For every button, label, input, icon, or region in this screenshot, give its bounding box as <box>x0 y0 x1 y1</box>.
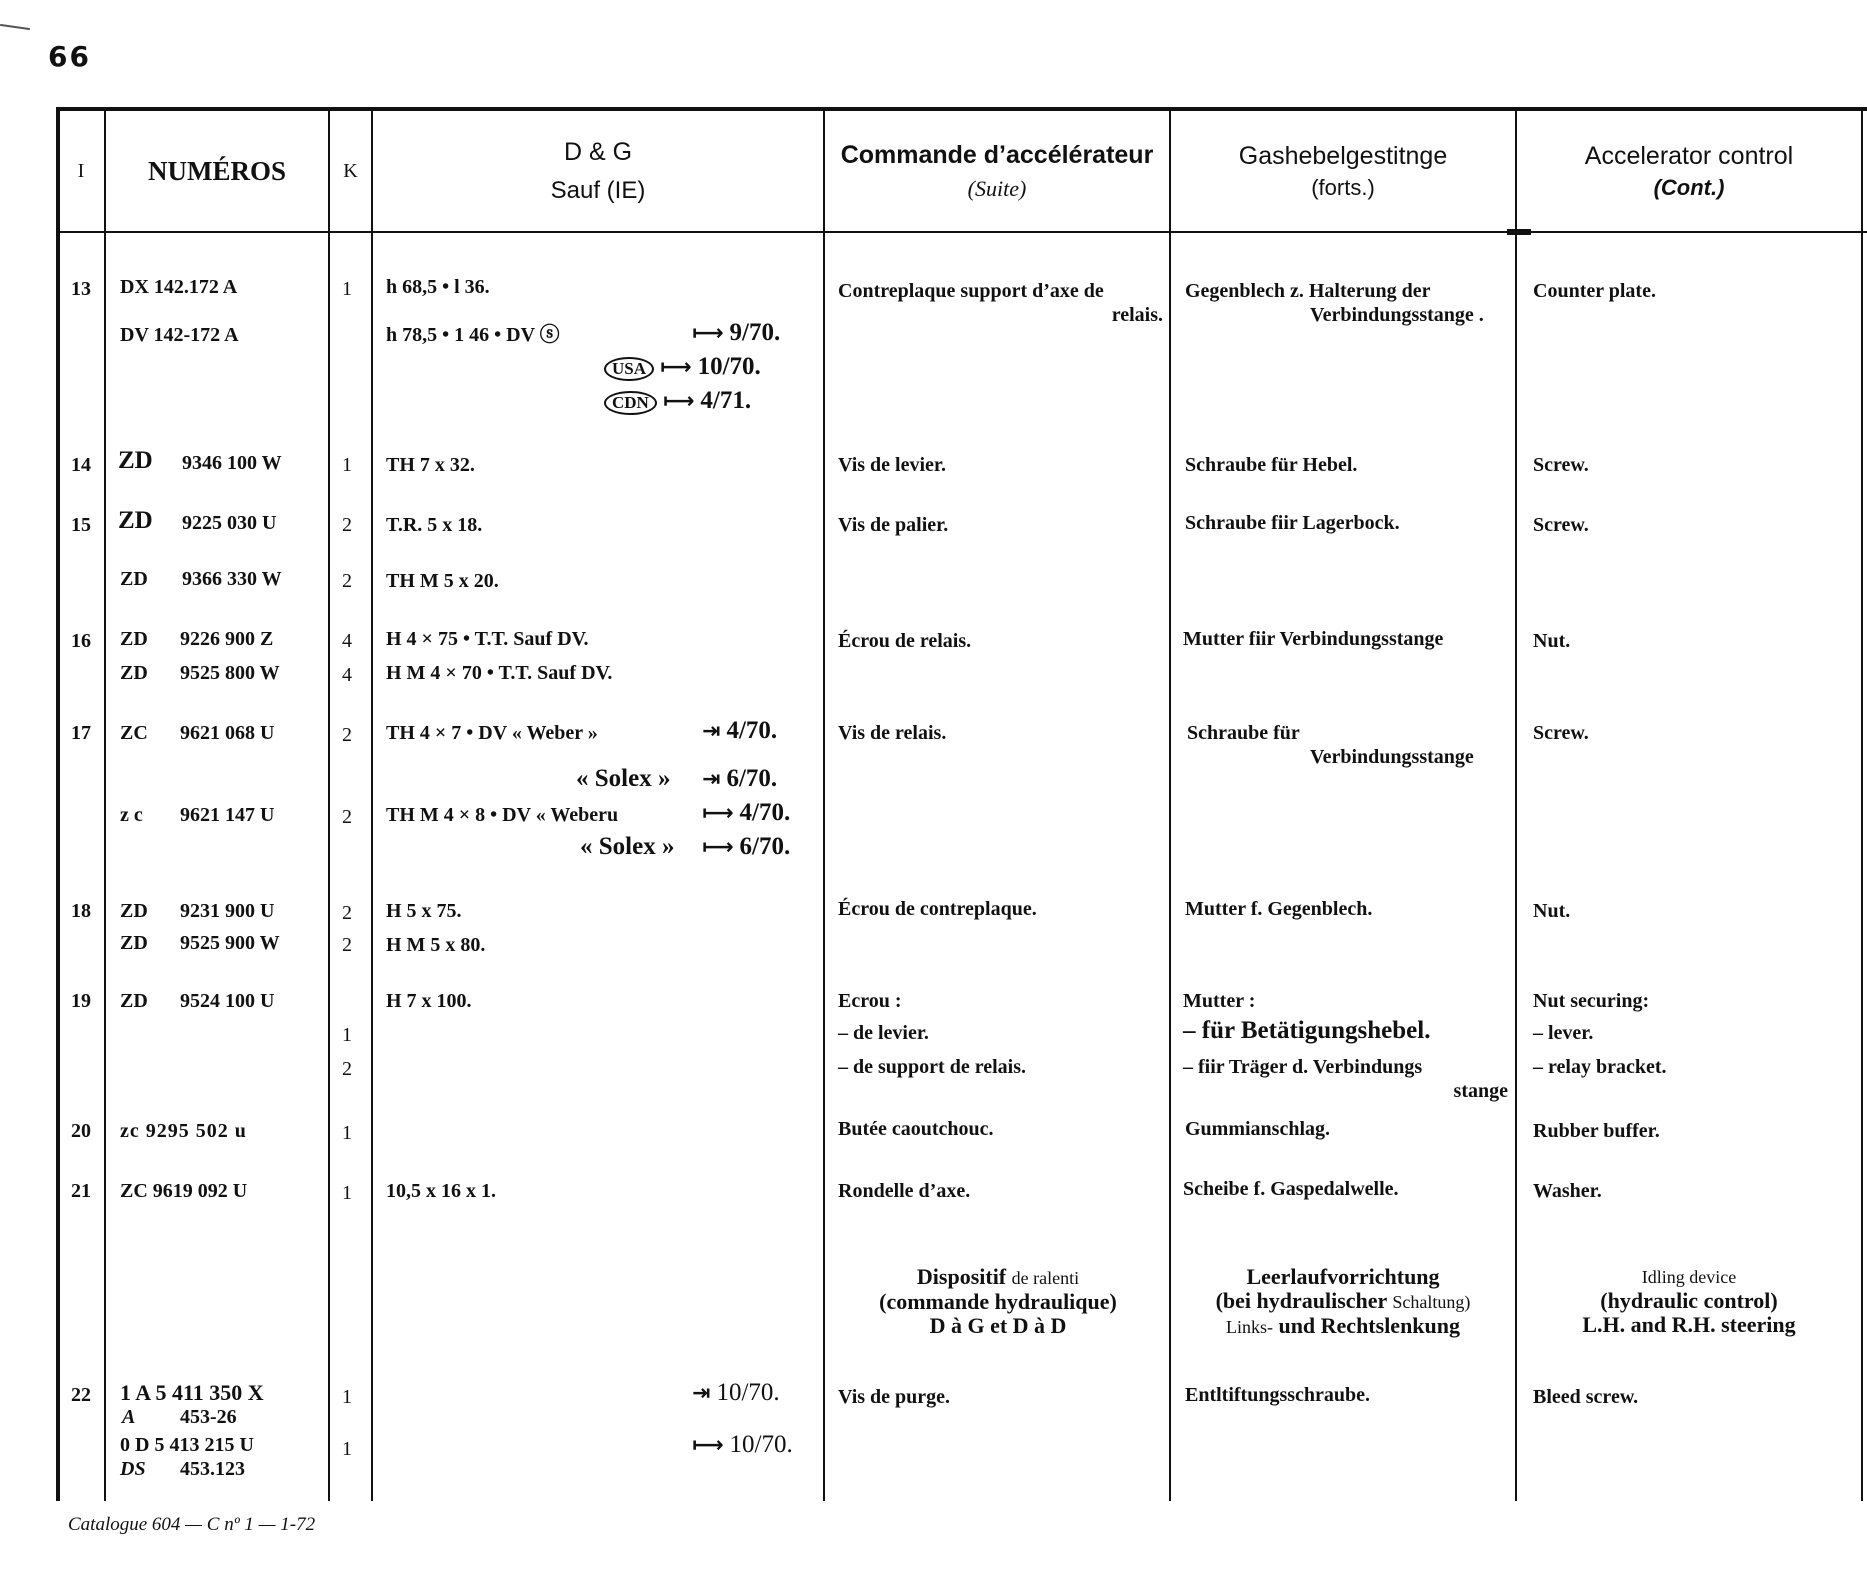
part-prefix: ZC <box>120 722 148 744</box>
header-english <box>1517 111 1861 231</box>
description-en: Nut. <box>1533 900 1571 922</box>
spec: TH M 5 x 20. <box>386 570 499 592</box>
header-dg-line1: D & G <box>563 137 633 166</box>
date-from: ⟼ 10/70. <box>692 1431 793 1458</box>
spec: TH 7 x 32. <box>386 454 475 476</box>
quantity: 2 <box>342 806 352 828</box>
part-prefix: z c <box>120 804 143 826</box>
part-prefix: ZD <box>120 568 148 590</box>
description-fr: Contreplaque support d’axe de <box>838 280 1104 302</box>
quantity: 2 <box>342 514 352 536</box>
section-heading-de: Leerlaufvorrichtung (bei hydraulischer Schaltung) Links- und Rechtslenkung <box>1215 1264 1471 1338</box>
arrow-right-icon: ⟼ <box>702 835 734 860</box>
spec: H 4 × 75 • T.T. Sauf DV. <box>386 628 589 650</box>
quantity: 1 <box>342 1182 352 1204</box>
quantity: 2 <box>342 1058 352 1080</box>
col-rule <box>823 107 825 1501</box>
description-de: Mutter f. Gegenblech. <box>1185 898 1373 920</box>
header-k: K <box>343 159 358 182</box>
item-number: 13 <box>71 278 91 300</box>
part-number: 9366 330 W <box>182 568 282 590</box>
description-de: – für Betätigungshebel. <box>1183 1017 1431 1044</box>
col-rule <box>1861 107 1863 1501</box>
page-number: 66 <box>48 40 91 73</box>
header-english-title: Accelerator control <box>1584 141 1794 170</box>
item-number: 15 <box>71 514 91 536</box>
spec: H M 5 x 80. <box>386 934 486 956</box>
arrow-right-icon: ⟼ <box>660 355 692 380</box>
header-german-title: Gashebelgestitnge <box>1238 141 1448 170</box>
parts-table <box>56 107 1867 1501</box>
quantity: 2 <box>342 724 352 746</box>
description-en: – lever. <box>1533 1022 1594 1044</box>
description-fr: Butée caoutchouc. <box>838 1118 994 1140</box>
item-number: 18 <box>71 900 91 922</box>
description-fr: Écrou de contreplaque. <box>838 898 1037 920</box>
header-english-sub: (Cont.) <box>1653 174 1725 200</box>
part-model: A <box>122 1406 136 1428</box>
item-number: 19 <box>71 990 91 1012</box>
part-model: 453-26 <box>180 1406 237 1428</box>
arrow-to-bar-icon: ⇥ <box>692 1381 711 1406</box>
quantity: 1 <box>342 1386 352 1408</box>
spec: T.R. 5 x 18. <box>386 514 483 536</box>
description-de: Gummianschlag. <box>1185 1118 1331 1140</box>
header-french <box>825 111 1169 231</box>
date-until: ⇥ 10/70. <box>692 1379 780 1406</box>
item-number: 20 <box>71 1120 91 1142</box>
part-number: 9346 100 W <box>182 452 282 474</box>
part-number: DV 142-172 A <box>120 324 239 346</box>
description-fr: Vis de palier. <box>838 514 949 536</box>
header-dg-line2: Sauf (IE) <box>550 176 646 204</box>
description-fr: Rondelle d’axe. <box>838 1180 971 1202</box>
date-from: ⟼ 4/70. <box>702 799 791 826</box>
arrow-right-icon: ⟼ <box>702 801 734 826</box>
usa-badge: USA <box>604 357 654 381</box>
item-number: 22 <box>71 1384 91 1406</box>
description-de: Scheibe f. Gaspedalwelle. <box>1183 1178 1399 1200</box>
spec: TH 4 × 7 • DV « Weber » <box>386 722 598 744</box>
description-en: Screw. <box>1533 514 1589 536</box>
spec: « Solex » <box>580 833 675 860</box>
description-de: Mutter fiir Verbindungsstange <box>1183 628 1444 650</box>
part-prefix: ZD <box>120 662 148 684</box>
arrow-right-icon: ⟼ <box>662 389 695 414</box>
part-prefix: ZD <box>118 507 153 534</box>
description-fr: Ecrou : <box>838 990 902 1012</box>
footer-catalogue: Catalogue 604 — C nº 1 — 1-72 <box>68 1514 316 1535</box>
corner-mark <box>0 24 30 30</box>
part-prefix: ZD <box>118 447 153 474</box>
item-number: 16 <box>71 630 91 652</box>
description-de: Schraube fiir Lagerbock. <box>1185 512 1400 534</box>
part-prefix: ZD <box>120 932 148 954</box>
description-de: Mutter : <box>1183 990 1256 1012</box>
part-model: DS <box>120 1458 146 1480</box>
part-number: 9621 147 U <box>180 804 275 826</box>
arrow-to-bar-icon: ⇥ <box>702 767 721 792</box>
part-model: 453.123 <box>180 1458 245 1480</box>
quantity: 1 <box>342 1438 352 1460</box>
description-fr: Vis de purge. <box>838 1386 951 1408</box>
section-heading-en: Idling device (hydraulic control) L.H. and R.H. steering <box>1582 1267 1796 1337</box>
header-item: I <box>77 159 85 182</box>
part-number: 9621 068 U <box>180 722 275 744</box>
description-en: Screw. <box>1533 722 1589 744</box>
spec: h 78,5 • 1 46 • DV ⓢ <box>386 324 560 346</box>
description-en: Nut. <box>1533 630 1571 652</box>
description-de: – fiir Träger d. Verbindungs <box>1183 1056 1423 1078</box>
quantity: 4 <box>342 664 352 686</box>
part-prefix: ZD <box>120 900 148 922</box>
header-german-sub: (forts.) <box>1311 174 1375 200</box>
header-dg <box>373 111 823 231</box>
col-rule <box>371 107 373 1501</box>
header-french-sub: (Suite) <box>967 175 1027 201</box>
part-number: 9225 030 U <box>182 512 277 534</box>
description-de: Verbindungsstange . <box>1310 304 1484 326</box>
quantity: 1 <box>342 454 352 476</box>
description-en: Rubber buffer. <box>1533 1120 1660 1142</box>
description-en: Bleed screw. <box>1533 1386 1639 1408</box>
quantity: 4 <box>342 630 352 652</box>
part-number: 1 A 5 411 350 X <box>120 1380 264 1405</box>
description-de: Entltiftungsschraube. <box>1185 1384 1371 1406</box>
quantity: 1 <box>342 1122 352 1144</box>
part-number: 9525 800 W <box>180 662 280 684</box>
part-number: 9525 900 W <box>180 932 280 954</box>
description-de: Schraube für <box>1187 722 1300 744</box>
description-en: Screw. <box>1533 454 1589 476</box>
description-de: stange <box>1453 1080 1508 1102</box>
cdn-badge: CDN <box>604 391 657 415</box>
arrow-right-icon: ⟼ <box>692 321 724 346</box>
header-french-title: Commande d’accélérateur <box>840 140 1154 169</box>
part-prefix: ZD <box>120 990 148 1012</box>
description-en: Counter plate. <box>1533 280 1656 302</box>
spec: « Solex » <box>576 765 671 792</box>
date-until: ⇥ 6/70. <box>702 765 778 792</box>
arrow-to-bar-icon: ⇥ <box>702 719 721 744</box>
spec: h 68,5 • l 36. <box>386 276 490 298</box>
quantity: 1 <box>342 1024 352 1046</box>
spec: 10,5 x 16 x 1. <box>386 1180 496 1202</box>
part-prefix: ZD <box>120 628 148 650</box>
section-heading-fr: Dispositif de ralenti (commande hydraulique) D à G et D à D <box>879 1264 1117 1338</box>
description-fr: Vis de relais. <box>838 722 947 744</box>
quantity: 1 <box>342 278 352 300</box>
spec: H M 4 × 70 • T.T. Sauf DV. <box>386 662 613 684</box>
part-number: 9226 900 Z <box>180 628 274 650</box>
description-en: – relay bracket. <box>1533 1056 1667 1078</box>
description-fr: – de levier. <box>838 1022 929 1044</box>
header-numbers: NUMÉROS <box>147 155 286 186</box>
item-number: 21 <box>71 1180 91 1202</box>
spec: TH M 4 × 8 • DV « Weberu <box>386 804 619 826</box>
date-from: ⟼ 6/70. <box>702 833 791 860</box>
item-number: 14 <box>71 454 91 476</box>
description-en: Nut securing: <box>1533 990 1650 1012</box>
variant-usa: USA ⟼ 10/70. <box>604 355 761 381</box>
description-de: Gegenblech z. Halterung der <box>1185 280 1431 302</box>
part-number: zc 9295 502 u <box>120 1120 247 1142</box>
spec: H 7 x 100. <box>386 990 472 1012</box>
quantity: 2 <box>342 934 352 956</box>
description-de: Schraube für Hebel. <box>1185 454 1358 476</box>
description-fr: Vis de levier. <box>838 454 946 476</box>
variant-cdn: CDN ⟼ 4/71. <box>604 389 751 415</box>
quantity: 2 <box>342 902 352 924</box>
spec: H 5 x 75. <box>386 900 462 922</box>
description-fr: – de support de relais. <box>838 1056 1026 1078</box>
col-rule <box>56 107 60 1501</box>
item-number: 17 <box>71 722 91 744</box>
part-number: ZC 9619 092 U <box>120 1180 248 1202</box>
col-rule <box>328 107 330 1501</box>
description-de: Verbindungsstange <box>1310 746 1474 768</box>
description-fr: relais. <box>1111 304 1163 326</box>
header-german <box>1171 111 1515 231</box>
description-en: Washer. <box>1533 1180 1602 1202</box>
part-number: 9524 100 U <box>180 990 275 1012</box>
arrow-right-icon: ⟼ <box>692 1433 724 1458</box>
date-until: ⇥ 4/70. <box>702 717 778 744</box>
quantity: 2 <box>342 570 352 592</box>
date-from: ⟼ 9/70. <box>692 319 781 346</box>
part-number: DX 142.172 A <box>120 276 238 298</box>
col-rule <box>104 107 106 1501</box>
description-fr: Écrou de relais. <box>838 630 972 652</box>
part-number: 9231 900 U <box>180 900 275 922</box>
part-number: 0 D 5 413 215 U <box>120 1434 254 1456</box>
